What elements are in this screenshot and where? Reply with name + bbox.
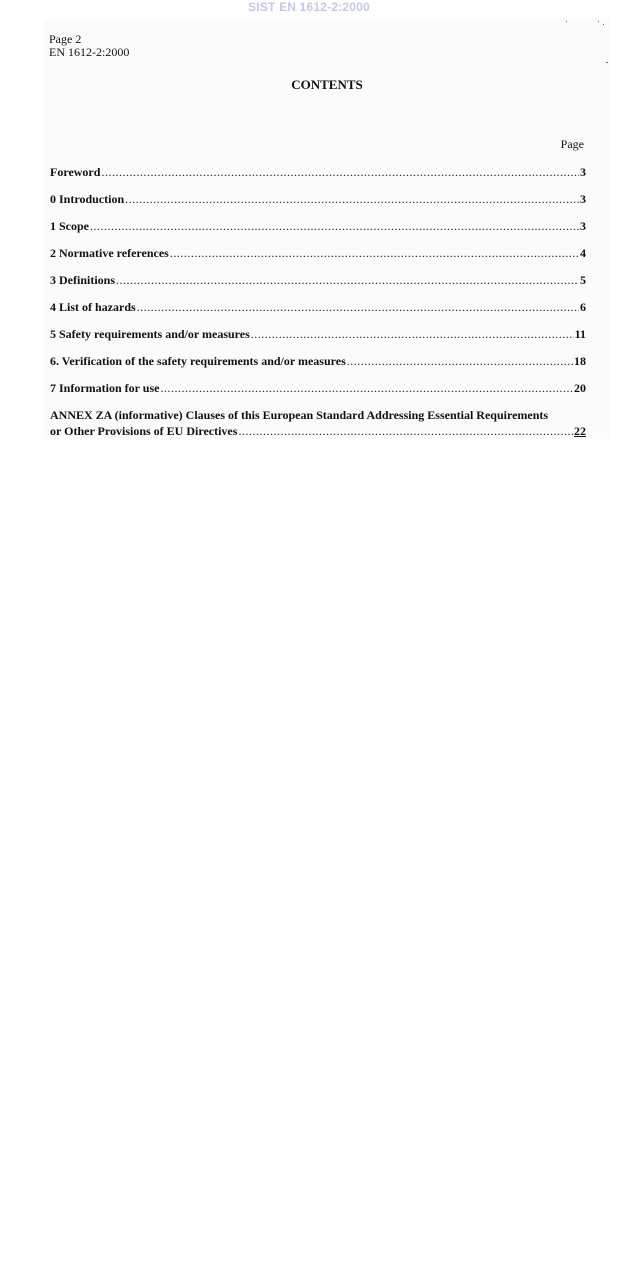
scan-artifact — [598, 21, 599, 22]
scan-artifact — [603, 24, 604, 25]
page-header — [49, 33, 129, 59]
annex-title-line-1: ANNEX ZA (informative) Clauses of this European Standard Addressing Essential Requirements — [50, 408, 549, 422]
toc-entry-normative-references — [50, 246, 586, 273]
toc-leader — [170, 246, 579, 261]
toc-label: 4 List of hazards — [50, 300, 136, 314]
toc-label: 5 Safety requirements and/or measures — [50, 327, 250, 341]
toc-leader — [90, 219, 579, 234]
toc-page: 22 — [574, 424, 586, 438]
page-column-label: Page — [560, 137, 584, 151]
toc-entry-introduction — [50, 192, 586, 219]
watermark: SIST EN 1612-2:2000 — [248, 0, 370, 14]
toc-entry-verification — [50, 354, 586, 381]
toc-page: 3 — [580, 192, 586, 206]
toc-leader — [238, 423, 573, 439]
toc-leader — [125, 192, 579, 207]
toc-entry-safety-requirements — [50, 327, 586, 354]
toc-leader — [101, 165, 579, 180]
toc-leader — [137, 300, 579, 315]
page-number: Page 2 — [49, 32, 82, 46]
annex-title-line-2: or Other Provisions of EU Directives — [50, 424, 238, 438]
toc-leader — [160, 381, 573, 396]
standard-id: EN 1612-2:2000 — [49, 45, 130, 59]
toc-entry-annex-za — [50, 407, 586, 439]
toc-entry-information-for-use — [50, 381, 586, 408]
toc-entry-foreword — [50, 165, 586, 192]
toc-page: 18 — [574, 354, 586, 368]
toc-page: 20 — [574, 381, 586, 395]
toc-entry-list-of-hazards — [50, 300, 586, 327]
toc-label: 0 Introduction — [50, 192, 125, 206]
toc-page: 3 — [580, 219, 586, 233]
toc-page: 11 — [574, 327, 586, 341]
toc-leader — [116, 273, 579, 288]
toc-page: 5 — [580, 273, 586, 287]
contents-title: CONTENTS — [291, 77, 363, 92]
scan-artifact — [566, 21, 567, 22]
toc-label: 6. Verification of the safety requirements and/or measures — [50, 354, 346, 368]
toc-label: 7 Information for use — [50, 381, 160, 395]
toc-label: Foreword — [50, 165, 101, 179]
toc-leader — [347, 354, 573, 369]
toc-label: 3 Definitions — [50, 273, 116, 287]
toc-label: 1 Scope — [50, 219, 89, 233]
toc-entry-scope — [50, 219, 586, 246]
scan-artifact — [606, 62, 608, 63]
table-of-contents — [50, 165, 586, 439]
toc-page: 3 — [580, 165, 586, 179]
toc-page: 6 — [580, 300, 586, 314]
toc-label: 2 Normative references — [50, 246, 169, 260]
toc-page: 4 — [580, 246, 586, 260]
toc-leader — [251, 327, 574, 342]
toc-entry-definitions — [50, 273, 586, 300]
